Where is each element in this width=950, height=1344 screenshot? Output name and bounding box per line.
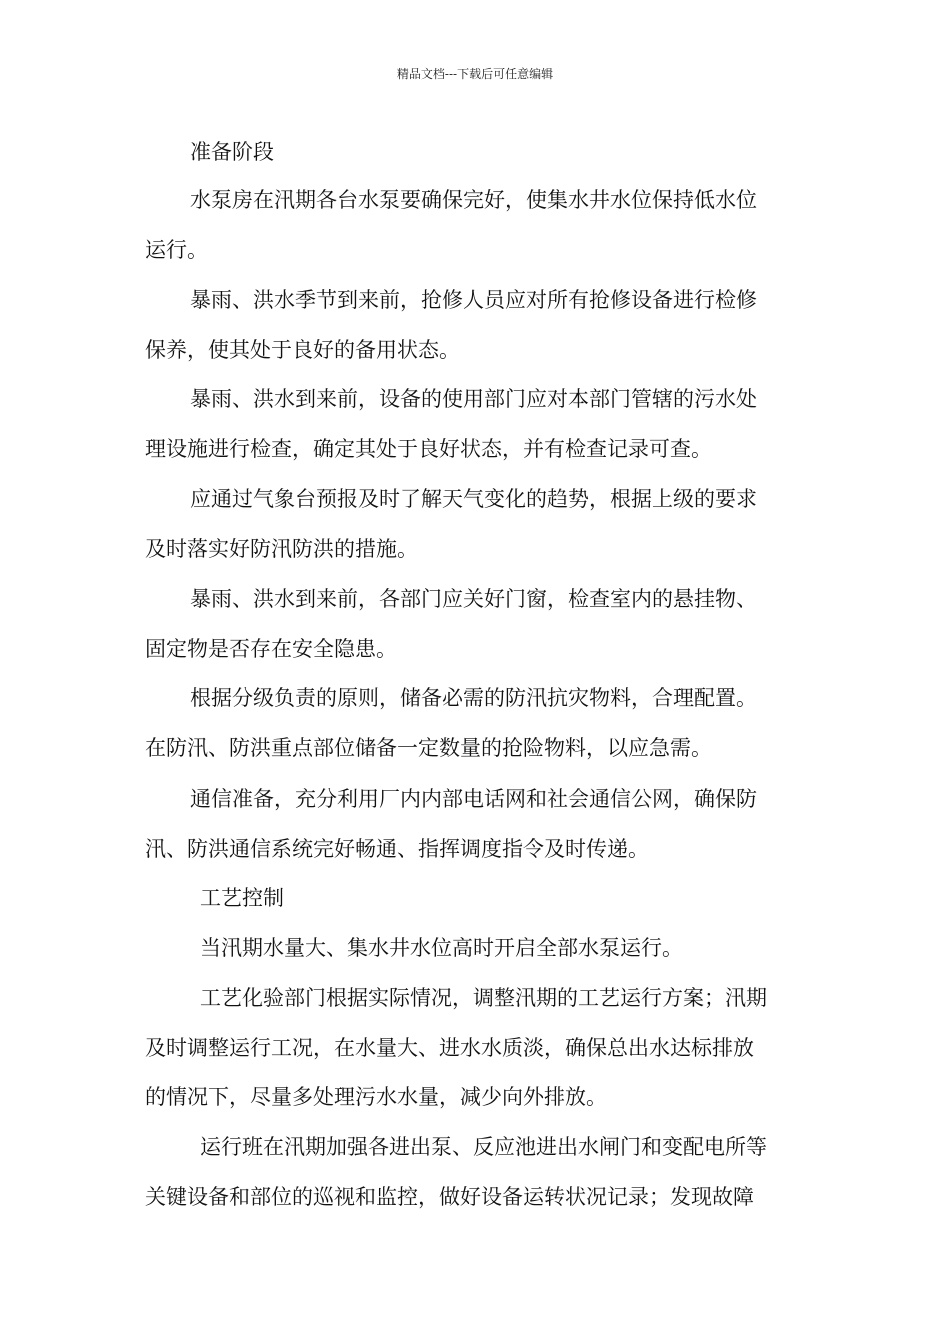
body-line: 保养，使其处于良好的备用状态。 <box>145 338 460 362</box>
body-line: 汛、防洪通信系统完好畅通、指挥调度指令及时传递。 <box>145 837 649 861</box>
body-line: 的情况下，尽量多处理污水水量，减少向外排放。 <box>145 1085 607 1109</box>
body-line: 暴雨、洪水到来前，设备的使用部门应对本部门管辖的污水处 <box>190 387 757 411</box>
body-line: 暴雨、洪水季节到来前，抢修人员应对所有抢修设备进行检修 <box>190 288 757 312</box>
body-line: 运行班在汛期加强各进出泵、反应池进出水闸门和变配电所等 <box>200 1135 767 1159</box>
heading-preparation: 准备阶段 <box>190 140 274 164</box>
body-line: 固定物是否存在安全隐患。 <box>145 637 397 661</box>
body-line: 理设施进行检查，确定其处于良好状态，并有检查记录可查。 <box>145 437 712 461</box>
body-line: 暴雨、洪水到来前，各部门应关好门窗，检查室内的悬挂物、 <box>190 587 757 611</box>
body-line: 工艺化验部门根据实际情况，调整汛期的工艺运行方案；汛期 <box>200 986 767 1010</box>
body-line: 及时调整运行工况，在水量大、进水水质淡，确保总出水达标排放 <box>145 1036 754 1060</box>
body-line: 及时落实好防汛防洪的措施。 <box>145 537 418 561</box>
page-header: 精品文档---下载后可任意编辑 <box>396 67 554 81</box>
body-line: 通信准备，充分利用厂内内部电话网和社会通信公网，确保防 <box>190 787 757 811</box>
body-line: 当汛期水量大、集水井水位高时开启全部水泵运行。 <box>200 936 683 960</box>
body-line: 在防汛、防洪重点部位储备一定数量的抢险物料，以应急需。 <box>145 736 712 760</box>
body-line: 根据分级负责的原则，储备必需的防汛抗灾物料，合理配置。 <box>190 686 757 710</box>
body-line: 关键设备和部位的巡视和监控，做好设备运转状况记录；发现故障 <box>145 1185 754 1209</box>
body-line: 应通过气象台预报及时了解天气变化的趋势，根据上级的要求 <box>190 487 757 511</box>
heading-process-control: 工艺控制 <box>200 886 284 910</box>
body-line: 水泵房在汛期各台水泵要确保完好，使集水井水位保持低水位 <box>190 188 757 212</box>
body-line: 运行。 <box>145 238 208 262</box>
